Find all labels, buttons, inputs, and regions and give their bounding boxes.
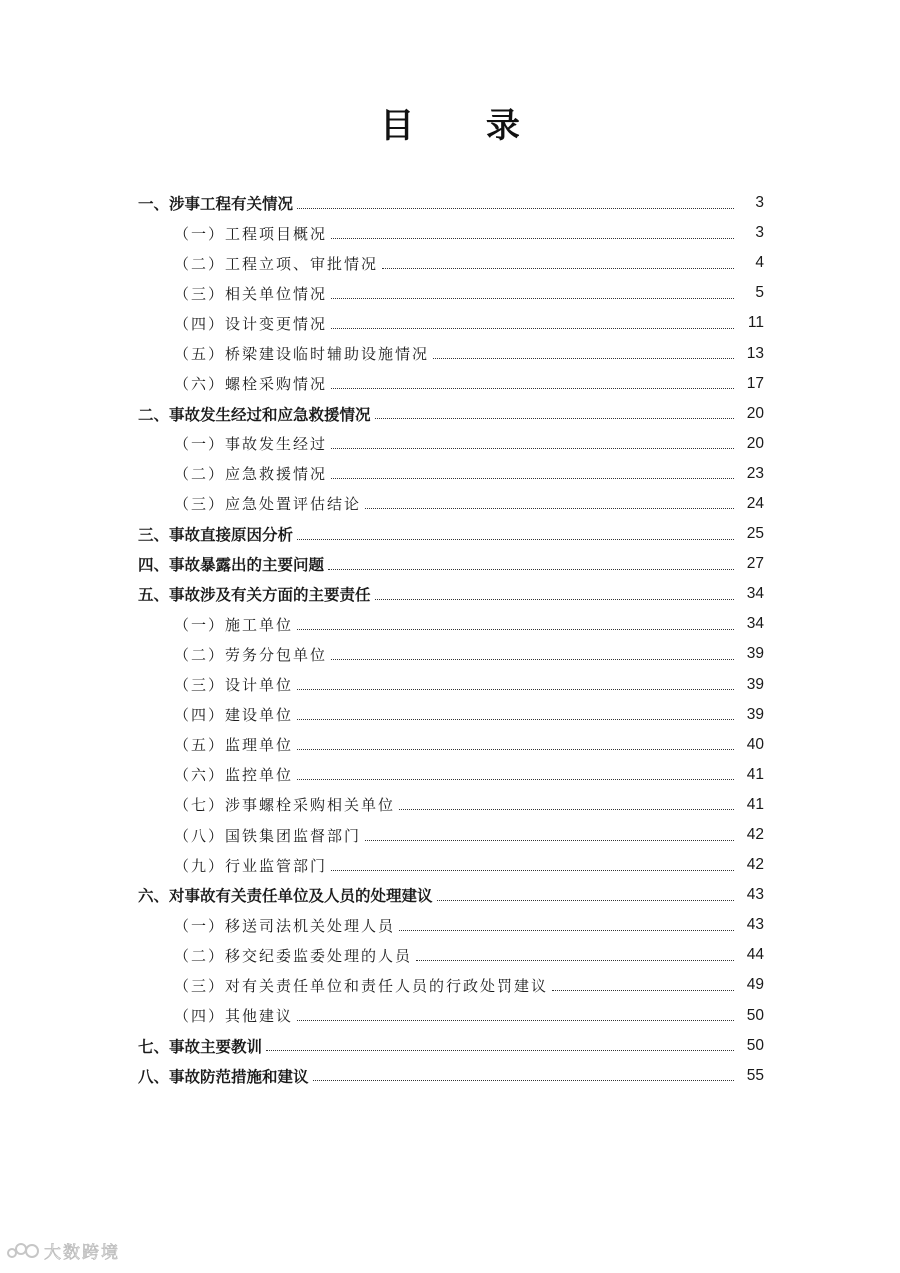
toc-section-entry[interactable] (0, 1031, 900, 1061)
toc-dot-leader (297, 779, 734, 780)
toc-dot-leader (382, 268, 734, 269)
toc-entry-label: （三）应急处置评估结论 (174, 495, 362, 514)
toc-dot-leader (297, 208, 734, 209)
toc-page-number: 41 (746, 765, 764, 783)
toc-page-number: 50 (746, 1006, 764, 1024)
toc-subsection-entry[interactable] (0, 850, 900, 880)
toc-entry-label: 八、事故防范措施和建议 (138, 1067, 309, 1086)
toc-section-entry[interactable] (0, 188, 900, 218)
toc-entry-label: （六）螺栓采购情况 (174, 375, 328, 394)
toc-subsection-entry[interactable] (0, 700, 900, 730)
toc-entry-label: （六）监控单位 (174, 766, 294, 785)
toc-subsection-entry[interactable] (0, 910, 900, 940)
toc-subsection-entry[interactable] (0, 639, 900, 669)
toc-subsection-entry[interactable] (0, 1001, 900, 1031)
toc-dot-leader (437, 900, 734, 901)
toc-subsection-entry[interactable] (0, 459, 900, 489)
toc-dot-leader (297, 689, 734, 690)
page-title: 目 录 (380, 106, 550, 146)
toc-dot-leader (331, 448, 734, 449)
toc-dot-leader (365, 508, 734, 509)
toc-dot-leader (331, 870, 734, 871)
toc-subsection-entry[interactable] (0, 338, 900, 368)
toc-dot-leader (297, 749, 734, 750)
toc-subsection-entry[interactable] (0, 760, 900, 790)
toc-page-number: 43 (746, 886, 764, 904)
toc-entry-label: 三、事故直接原因分析 (138, 526, 294, 545)
toc-page-number: 39 (746, 645, 764, 663)
toc-entry-label: 七、事故主要教训 (138, 1037, 263, 1056)
toc-page-number: 42 (746, 826, 764, 844)
toc-dot-leader (266, 1050, 734, 1051)
toc-dot-leader (313, 1080, 734, 1081)
toc-page-number: 44 (746, 946, 764, 964)
toc-entry-label: （三）对有关责任单位和责任人员的行政处罚建议 (174, 976, 549, 995)
toc-subsection-entry[interactable] (0, 218, 900, 248)
table-of-contents (0, 188, 900, 1091)
toc-subsection-entry[interactable] (0, 609, 900, 639)
toc-page-number: 55 (746, 1066, 764, 1084)
toc-entry-label: （三）相关单位情况 (174, 284, 328, 303)
toc-section-entry[interactable] (0, 579, 900, 609)
toc-dot-leader (331, 328, 734, 329)
toc-entry-label: （一）事故发生经过 (174, 435, 328, 454)
toc-dot-leader (331, 238, 734, 239)
toc-entry-label: （二）应急救援情况 (174, 465, 328, 484)
toc-entry-label: （五）监理单位 (174, 736, 294, 755)
toc-section-entry[interactable] (0, 880, 900, 910)
toc-dot-leader (375, 599, 734, 600)
watermark-logo-icon (6, 1241, 40, 1261)
toc-dot-leader (297, 719, 734, 720)
toc-dot-leader (399, 930, 734, 931)
toc-page-number: 20 (746, 434, 764, 452)
toc-subsection-entry[interactable] (0, 248, 900, 278)
toc-section-entry[interactable] (0, 1061, 900, 1091)
toc-dot-leader (328, 569, 734, 570)
toc-section-entry[interactable] (0, 519, 900, 549)
toc-entry-label: （二）移交纪委监委处理的人员 (174, 946, 413, 965)
toc-entry-label: （四）设计变更情况 (174, 314, 328, 333)
toc-page-number: 42 (746, 856, 764, 874)
toc-entry-label: （二）工程立项、审批情况 (174, 254, 379, 273)
toc-entry-label: （四）建设单位 (174, 706, 294, 725)
toc-page-number: 43 (746, 916, 764, 934)
toc-entry-label: （八）国铁集团监督部门 (174, 826, 362, 845)
toc-dot-leader (399, 809, 734, 810)
toc-page-number: 39 (746, 675, 764, 693)
toc-entry-label: 四、事故暴露出的主要问题 (138, 556, 325, 575)
toc-entry-label: （七）涉事螺栓采购相关单位 (174, 796, 396, 815)
toc-dot-leader (433, 358, 734, 359)
toc-entry-label: （一）工程项目概况 (174, 224, 328, 243)
toc-page-number: 23 (746, 464, 764, 482)
toc-page-number: 41 (746, 795, 764, 813)
toc-dot-leader (365, 840, 734, 841)
toc-dot-leader (297, 539, 734, 540)
toc-page-number: 39 (746, 705, 764, 723)
toc-page-number: 3 (755, 224, 764, 242)
toc-subsection-entry[interactable] (0, 489, 900, 519)
toc-page-number: 49 (746, 976, 764, 994)
toc-page-number: 5 (755, 284, 764, 302)
toc-page-number: 24 (746, 494, 764, 512)
toc-subsection-entry[interactable] (0, 970, 900, 1000)
toc-page-number: 13 (746, 344, 764, 362)
toc-subsection-entry[interactable] (0, 278, 900, 308)
toc-page-number: 17 (746, 374, 764, 392)
toc-subsection-entry[interactable] (0, 308, 900, 338)
toc-subsection-entry[interactable] (0, 369, 900, 399)
toc-dot-leader (416, 960, 734, 961)
toc-page-number: 34 (746, 585, 764, 603)
watermark-text: 大数跨境 (44, 1243, 120, 1263)
toc-entry-label: 六、对事故有关责任单位及人员的处理建议 (138, 887, 433, 906)
toc-subsection-entry[interactable] (0, 670, 900, 700)
toc-dot-leader (297, 1020, 734, 1021)
toc-entry-label: （五）桥梁建设临时辅助设施情况 (174, 345, 430, 364)
toc-entry-label: （一）移送司法机关处理人员 (174, 916, 396, 935)
toc-page-number: 25 (746, 525, 764, 543)
toc-entry-label: 五、事故涉及有关方面的主要责任 (138, 586, 371, 605)
toc-subsection-entry[interactable] (0, 730, 900, 760)
toc-entry-label: （九）行业监管部门 (174, 856, 328, 875)
toc-page-number: 4 (755, 254, 764, 272)
toc-page-number: 11 (747, 314, 764, 332)
toc-entry-label: 一、涉事工程有关情况 (138, 195, 294, 214)
toc-dot-leader (331, 659, 734, 660)
toc-subsection-entry[interactable] (0, 940, 900, 970)
toc-page-number: 27 (746, 555, 764, 573)
toc-dot-leader (331, 478, 734, 479)
toc-subsection-entry[interactable] (0, 790, 900, 820)
toc-entry-label: 二、事故发生经过和应急救援情况 (138, 405, 371, 424)
toc-page-number: 20 (746, 404, 764, 422)
toc-entry-label: （三）设计单位 (174, 676, 294, 695)
toc-entry-label: （二）劳务分包单位 (174, 645, 328, 664)
toc-page-number: 34 (746, 615, 764, 633)
toc-dot-leader (297, 629, 734, 630)
toc-entry-label: （四）其他建议 (174, 1007, 294, 1026)
toc-page-number: 50 (746, 1036, 764, 1054)
toc-dot-leader (552, 990, 734, 991)
toc-dot-leader (375, 418, 734, 419)
toc-section-entry[interactable] (0, 549, 900, 579)
toc-section-entry[interactable] (0, 399, 900, 429)
toc-dot-leader (331, 388, 734, 389)
toc-entry-label: （一）施工单位 (174, 615, 294, 634)
toc-subsection-entry[interactable] (0, 429, 900, 459)
toc-page-number: 3 (755, 194, 764, 212)
toc-page-number: 40 (746, 735, 764, 753)
toc-dot-leader (331, 298, 734, 299)
watermark (6, 1238, 120, 1263)
toc-subsection-entry[interactable] (0, 820, 900, 850)
